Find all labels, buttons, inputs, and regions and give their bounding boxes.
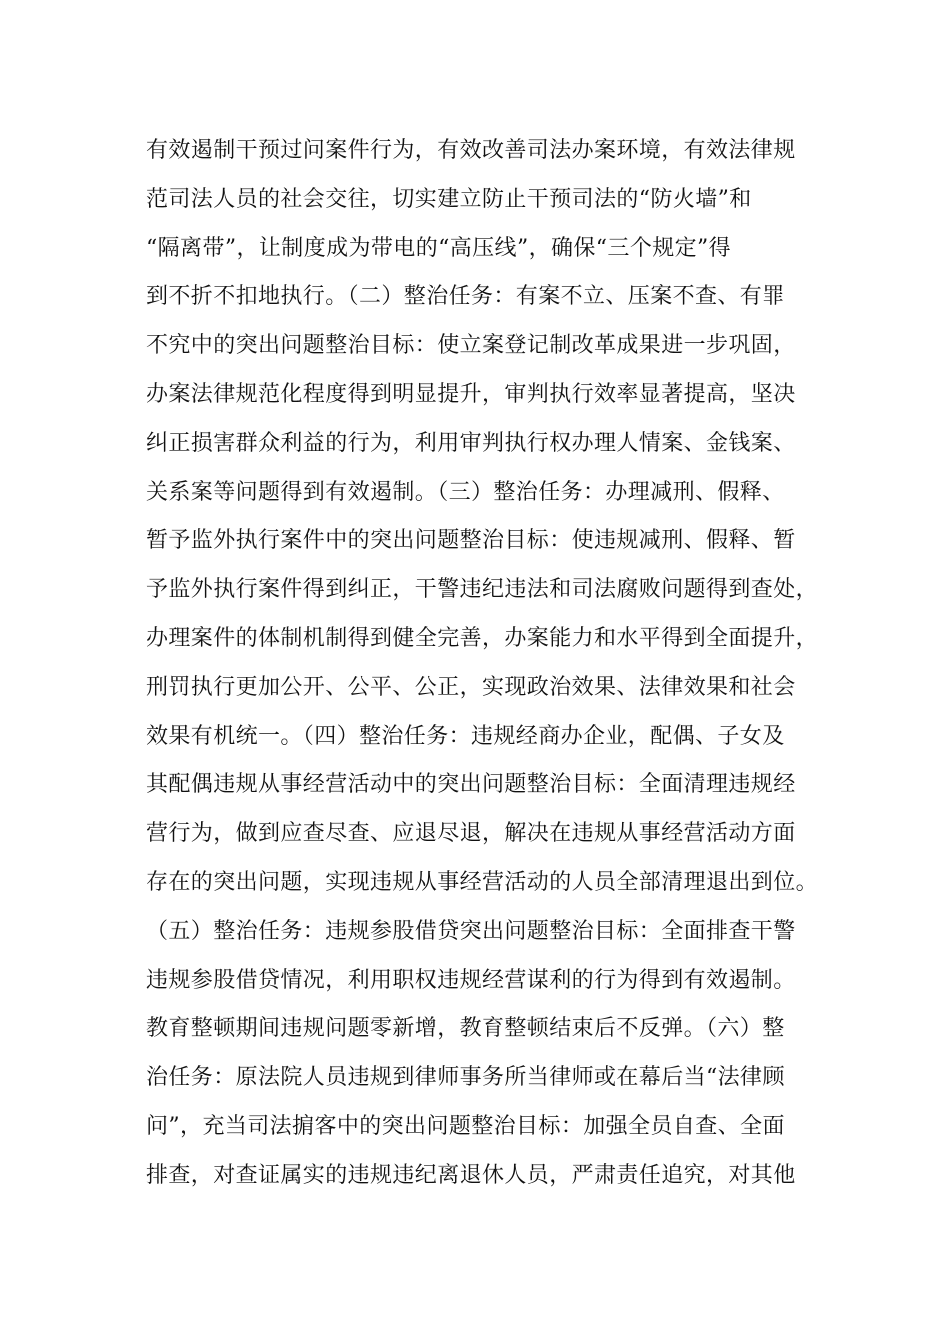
text-line: 其配偶违规从事经营活动中的突出问题整治目标：全面清理违规经 xyxy=(146,772,796,798)
text-line: 办案法律规范化程度得到明显提升，审判执行效率显著提高，坚决 xyxy=(146,381,796,407)
text-line: 治任务：原法院人员违规到律师事务所当律师或在幕后当“法律顾 xyxy=(146,1065,785,1091)
text-line: 刑罚执行更加公开、公平、公正，实现政治效果、法律效果和社会 xyxy=(146,674,796,700)
text-line: 教育整顿期间违规问题零新增，教育整顿结束后不反弹。（六）整 xyxy=(146,1016,785,1042)
text-line: 办理案件的体制机制得到健全完善，办案能力和水平得到全面提升， xyxy=(146,625,819,651)
text-line: 排查，对查证属实的违规违纪离退休人员，严肃责任追究，对其他 xyxy=(146,1162,796,1188)
text-line: 予监外执行案件得到纠正，干警违纪违法和司法腐败问题得到查处， xyxy=(146,577,819,603)
text-line: （五）整治任务：违规参股借贷突出问题整治目标：全面排查干警 xyxy=(146,918,796,944)
text-line: 效果有机统一。（四）整治任务：违规经商办企业，配偶、子女及 xyxy=(146,723,785,749)
text-line: 营行为，做到应查尽查、应退尽退，解决在违规从事经营活动方面 xyxy=(146,821,796,847)
text-line: 关系案等问题得到有效遏制。（三）整治任务：办理减刑、假释、 xyxy=(146,479,785,505)
text-line: 存在的突出问题，实现违规从事经营活动的人员全部清理退出到位。 xyxy=(146,869,819,895)
text-line: 暂予监外执行案件中的突出问题整治目标：使违规减刑、假释、暂 xyxy=(146,528,796,554)
text-line: 问”，充当司法掮客中的突出问题整治目标：加强全员自查、全面 xyxy=(146,1113,785,1139)
text-line: 违规参股借贷情况，利用职权违规经营谋利的行为得到有效遏制。 xyxy=(146,967,796,993)
text-line: 纠正损害群众利益的行为，利用审判执行权办理人情案、金钱案、 xyxy=(146,430,796,456)
text-line: 范司法人员的社会交往，切实建立防止干预司法的“防火墙”和 xyxy=(146,186,752,212)
body-text xyxy=(146,127,826,1201)
text-line: “隔离带”，让制度成为带电的“高压线”，确保“三个规定”得 xyxy=(146,235,732,261)
text-line: 到不折不扣地执行。（二）整治任务：有案不立、压案不查、有罪 xyxy=(146,284,785,310)
text-line: 不究中的突出问题整治目标：使立案登记制改革成果进一步巩固， xyxy=(146,333,796,359)
text-line: 有效遏制干预过问案件行为，有效改善司法办案环境，有效法律规 xyxy=(146,138,796,163)
